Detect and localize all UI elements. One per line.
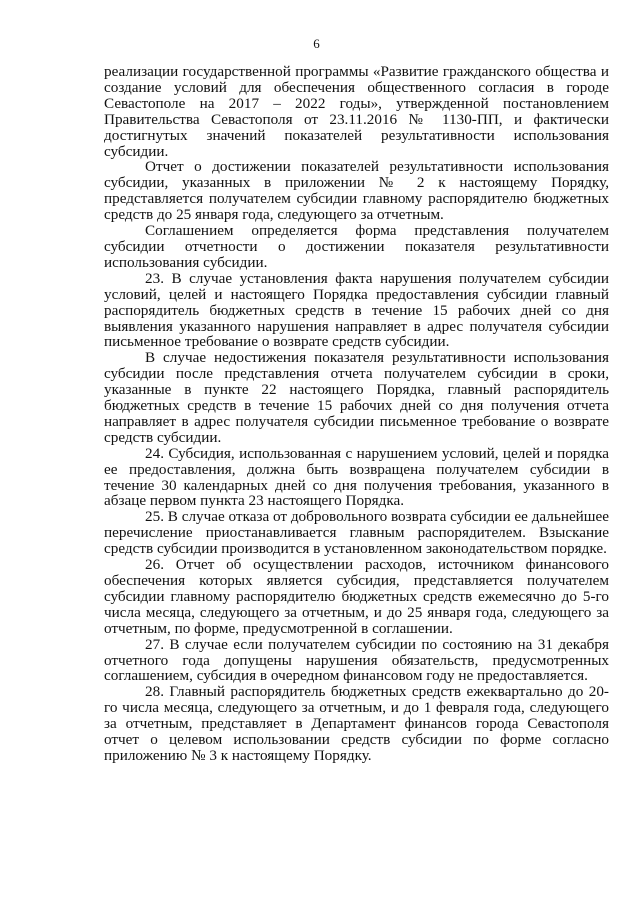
paragraph-item-23-nonachievement: В случае недостижения показателя результативности использования субсидии после представления отчета получателем субсидии в сроки, указанные в пункте 22 настоящего Порядка, главный распорядитель бюджетных средств в течение 15 рабочих дней со дня получения отчета направляет в адрес получателя субсидии письменное требование о возврате средств субсидии. [104, 349, 609, 446]
paragraph-item-28: 28. Главный распорядитель бюджетных средств ежеквартально до 20-го числа месяца, следующего за отчетным, и до 1 февраля года, следующего за отчетным, представляет в Департамент финансов города Севастополя отчет о целевом использовании средств субсидии по форме согласно приложению № 3 к настоящему Порядку. [104, 683, 609, 764]
document-body [104, 64, 609, 764]
paragraph-item-24: 24. Субсидия, использованная с нарушением условий, целей и порядка ее предоставления, должна быть возвращена получателем субсидии в течение 30 календарных дней со дня получения требования, указанного в абзаце первом пункта 23 настоящего Порядка. [104, 444, 609, 510]
paragraph-program-continuation: реализации государственной программы «Развитие гражданского общества и создание условий для обеспечения общественного согласия в городе Севастополе на 2017 – 2022 годы», утвержденной постановлением Правительства Севастополя от 23.11.2016 № 1130-ПП, и фактически достигнутых значений показателей результативности использования субсидии. [104, 63, 609, 160]
paragraph-item-27: 27. В случае если получателем субсидии по состоянию на 31 декабря отчетного года допущены нарушения обязательств, предусмотренных соглашением, субсидия в очередном финансовом году не предоставляется. [104, 635, 609, 685]
page-number: 6 [313, 36, 320, 51]
paragraph-report-submission: Отчет о достижении показателей результативности использования субсидии, указанных в приложении № 2 к настоящему Порядку, представляется получателем субсидии главному распорядителю бюджетных средств до 25 января года, следующего за отчетным. [104, 158, 609, 224]
paragraph-item-26: 26. Отчет об осуществлении расходов, источником финансового обеспечения которых является субсидия, представляется получателем субсидии главному распорядителю бюджетных средств ежемесячно до 5-го числа месяца, следующего за отчетным, и до 25 января года, следующего за отчетным, по форме, предусмотренной в соглашении. [104, 556, 609, 637]
paragraph-item-25: 25. В случае отказа от добровольного возврата субсидии ее дальнейшее перечисление приостанавливается главным распорядителем. Взыскание средств субсидии производится в установленном законодательством порядке. [104, 508, 609, 558]
paragraph-agreement-form: Соглашением определяется форма представления получателем субсидии отчетности о достижении показателя результативности использования субсидии. [104, 222, 609, 271]
paragraph-item-23: 23. В случае установления факта нарушения получателем субсидии условий, целей и настоящего Порядка предоставления субсидии главный распорядитель бюджетных средств в течение 15 рабочих дней со дня выявления указанного нарушения направляет в адрес получателя субсидии письменное требование о возврате средств субсидии. [104, 269, 609, 351]
